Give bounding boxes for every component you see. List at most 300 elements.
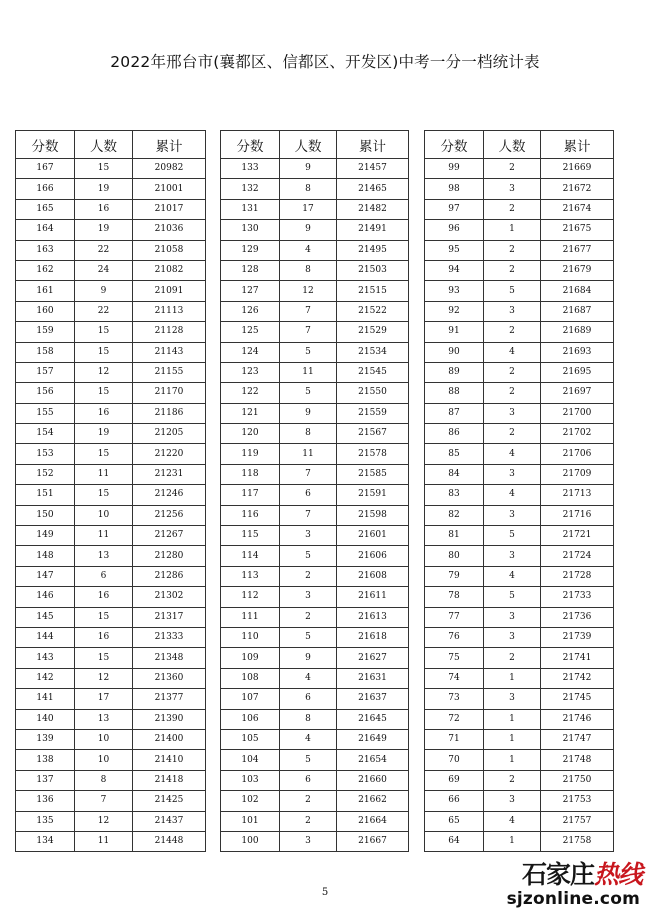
- count-cell: 5: [280, 546, 337, 566]
- cumulative-cell: 21728: [541, 566, 614, 586]
- score-cell: 166: [16, 179, 75, 199]
- table-row: [221, 627, 409, 647]
- table-row: [221, 240, 409, 260]
- score-cell: 139: [16, 729, 75, 749]
- table-row: [16, 301, 206, 321]
- table-row: [425, 260, 614, 280]
- count-cell: 11: [75, 464, 133, 484]
- count-cell: 4: [280, 668, 337, 688]
- count-cell: 2: [484, 199, 541, 219]
- count-cell: 2: [484, 159, 541, 179]
- table-row: [221, 607, 409, 627]
- count-cell: 22: [75, 301, 133, 321]
- count-cell: 11: [75, 526, 133, 546]
- table-row: [221, 729, 409, 749]
- cumulative-cell: 21674: [541, 199, 614, 219]
- header-score: 分数: [16, 131, 75, 159]
- cumulative-cell: 21418: [133, 770, 206, 790]
- count-cell: 9: [280, 403, 337, 423]
- score-cell: 140: [16, 709, 75, 729]
- score-cell: 158: [16, 342, 75, 362]
- count-cell: 13: [75, 546, 133, 566]
- score-cell: 74: [425, 668, 484, 688]
- table-row: [425, 831, 614, 851]
- count-cell: 5: [280, 627, 337, 647]
- count-cell: 1: [484, 831, 541, 851]
- score-cell: 133: [221, 159, 280, 179]
- table-row: [221, 301, 409, 321]
- table-row: [221, 750, 409, 770]
- cumulative-cell: 21669: [541, 159, 614, 179]
- cumulative-cell: 21724: [541, 546, 614, 566]
- table-row: [425, 811, 614, 831]
- count-cell: 5: [484, 526, 541, 546]
- cumulative-cell: 21757: [541, 811, 614, 831]
- cumulative-cell: 21606: [337, 546, 409, 566]
- header-cumulative: 累计: [337, 131, 409, 159]
- cumulative-cell: 21716: [541, 505, 614, 525]
- count-cell: 3: [484, 791, 541, 811]
- table-row: [16, 342, 206, 362]
- count-cell: 17: [75, 689, 133, 709]
- cumulative-cell: 21664: [337, 811, 409, 831]
- score-cell: 92: [425, 301, 484, 321]
- count-cell: 3: [280, 587, 337, 607]
- cumulative-cell: 21631: [337, 668, 409, 688]
- score-cell: 156: [16, 383, 75, 403]
- cumulative-cell: 21611: [337, 587, 409, 607]
- score-cell: 97: [425, 199, 484, 219]
- score-cell: 84: [425, 464, 484, 484]
- score-cell: 129: [221, 240, 280, 260]
- score-cell: 118: [221, 464, 280, 484]
- table-row: [221, 811, 409, 831]
- page-number: 5: [321, 887, 329, 898]
- cumulative-cell: 21608: [337, 566, 409, 586]
- score-cell: 114: [221, 546, 280, 566]
- score-cell: 70: [425, 750, 484, 770]
- count-cell: 15: [75, 444, 133, 464]
- count-cell: 8: [280, 260, 337, 280]
- cumulative-cell: 21017: [133, 199, 206, 219]
- table-row: [425, 607, 614, 627]
- score-cell: 136: [16, 791, 75, 811]
- table-row: [425, 179, 614, 199]
- score-cell: 150: [16, 505, 75, 525]
- count-cell: 10: [75, 505, 133, 525]
- cumulative-cell: 21170: [133, 383, 206, 403]
- score-cell: 73: [425, 689, 484, 709]
- count-cell: 2: [484, 424, 541, 444]
- table-row: [425, 668, 614, 688]
- score-cell: 95: [425, 240, 484, 260]
- score-cell: 155: [16, 403, 75, 423]
- cumulative-cell: 21741: [541, 648, 614, 668]
- table-row: [16, 709, 206, 729]
- count-cell: 11: [280, 444, 337, 464]
- count-cell: 8: [75, 770, 133, 790]
- count-cell: 5: [280, 383, 337, 403]
- count-cell: 3: [484, 607, 541, 627]
- score-cell: 109: [221, 648, 280, 668]
- page-title: 2022年邢台市(襄都区、信都区、开发区)中考一分一档统计表: [110, 53, 540, 71]
- score-cell: 142: [16, 668, 75, 688]
- cumulative-cell: 21746: [541, 709, 614, 729]
- table-row: [16, 627, 206, 647]
- score-cell: 161: [16, 281, 75, 301]
- cumulative-cell: 21637: [337, 689, 409, 709]
- count-cell: 15: [75, 485, 133, 505]
- count-cell: 1: [484, 729, 541, 749]
- score-cell: 76: [425, 627, 484, 647]
- table-row: [425, 770, 614, 790]
- score-cell: 87: [425, 403, 484, 423]
- cumulative-cell: 21667: [337, 831, 409, 851]
- count-cell: 11: [75, 831, 133, 851]
- count-cell: 12: [75, 668, 133, 688]
- cumulative-cell: 21437: [133, 811, 206, 831]
- cumulative-cell: 21736: [541, 607, 614, 627]
- header-cumulative: 累计: [133, 131, 206, 159]
- score-cell: 167: [16, 159, 75, 179]
- cumulative-cell: 21545: [337, 362, 409, 382]
- cumulative-cell: 21733: [541, 587, 614, 607]
- cumulative-cell: 21529: [337, 322, 409, 342]
- cumulative-cell: 21702: [541, 424, 614, 444]
- score-cell: 135: [16, 811, 75, 831]
- cumulative-cell: 21036: [133, 220, 206, 240]
- table-row: [16, 750, 206, 770]
- table-row: [221, 424, 409, 444]
- table-row: [16, 199, 206, 219]
- cumulative-cell: 21457: [337, 159, 409, 179]
- score-cell: 160: [16, 301, 75, 321]
- score-cell: 119: [221, 444, 280, 464]
- count-cell: 16: [75, 199, 133, 219]
- count-cell: 10: [75, 729, 133, 749]
- count-cell: 3: [484, 627, 541, 647]
- cumulative-cell: 21684: [541, 281, 614, 301]
- cumulative-cell: 21693: [541, 342, 614, 362]
- table-row: [425, 424, 614, 444]
- table-row: [221, 444, 409, 464]
- cumulative-cell: 21360: [133, 668, 206, 688]
- cumulative-cell: 21522: [337, 301, 409, 321]
- cumulative-cell: 21495: [337, 240, 409, 260]
- count-cell: 8: [280, 709, 337, 729]
- score-cell: 107: [221, 689, 280, 709]
- score-cell: 132: [221, 179, 280, 199]
- count-cell: 4: [280, 729, 337, 749]
- score-cell: 145: [16, 607, 75, 627]
- score-cell: 102: [221, 791, 280, 811]
- count-cell: 10: [75, 750, 133, 770]
- count-cell: 8: [280, 179, 337, 199]
- cumulative-cell: 21706: [541, 444, 614, 464]
- score-cell: 79: [425, 566, 484, 586]
- count-cell: 13: [75, 709, 133, 729]
- score-cell: 154: [16, 424, 75, 444]
- table-row: [221, 526, 409, 546]
- cumulative-cell: 21058: [133, 240, 206, 260]
- table-row: [16, 179, 206, 199]
- score-cell: 149: [16, 526, 75, 546]
- count-cell: 2: [280, 607, 337, 627]
- score-cell: 85: [425, 444, 484, 464]
- cumulative-cell: 21660: [337, 770, 409, 790]
- score-cell: 127: [221, 281, 280, 301]
- score-cell: 110: [221, 627, 280, 647]
- cumulative-cell: 21082: [133, 260, 206, 280]
- count-cell: 5: [280, 750, 337, 770]
- cumulative-cell: 21585: [337, 464, 409, 484]
- score-cell: 100: [221, 831, 280, 851]
- count-cell: 3: [280, 831, 337, 851]
- header-count: 人数: [280, 131, 337, 159]
- score-cell: 116: [221, 505, 280, 525]
- count-cell: 8: [280, 424, 337, 444]
- watermark-brand-red: 热线: [593, 860, 642, 889]
- count-cell: 9: [280, 159, 337, 179]
- table-row: [16, 791, 206, 811]
- table-row: [221, 322, 409, 342]
- table-row: [221, 770, 409, 790]
- table-row: [221, 199, 409, 219]
- cumulative-cell: 21128: [133, 322, 206, 342]
- count-cell: 6: [280, 689, 337, 709]
- score-cell: 99: [425, 159, 484, 179]
- cumulative-cell: 21700: [541, 403, 614, 423]
- score-cell: 106: [221, 709, 280, 729]
- cumulative-cell: 21410: [133, 750, 206, 770]
- count-cell: 15: [75, 322, 133, 342]
- table-row: [16, 260, 206, 280]
- count-cell: 3: [280, 526, 337, 546]
- cumulative-cell: 21280: [133, 546, 206, 566]
- table-row: [425, 301, 614, 321]
- table-row: [16, 526, 206, 546]
- count-cell: 17: [280, 199, 337, 219]
- score-cell: 147: [16, 566, 75, 586]
- count-cell: 19: [75, 220, 133, 240]
- cumulative-cell: 21618: [337, 627, 409, 647]
- table-row: [221, 403, 409, 423]
- table-row: [221, 668, 409, 688]
- count-cell: 2: [280, 791, 337, 811]
- cumulative-cell: 21425: [133, 791, 206, 811]
- table-row: [425, 587, 614, 607]
- table-row: [425, 403, 614, 423]
- count-cell: 15: [75, 607, 133, 627]
- table-row: [425, 281, 614, 301]
- cumulative-cell: 21559: [337, 403, 409, 423]
- count-cell: 2: [484, 770, 541, 790]
- table-row: [16, 444, 206, 464]
- table-row: [16, 403, 206, 423]
- table-row: [221, 281, 409, 301]
- table-row: [425, 362, 614, 382]
- cumulative-cell: 21286: [133, 566, 206, 586]
- table-row: [425, 648, 614, 668]
- score-cell: 104: [221, 750, 280, 770]
- table-header-row: [221, 131, 409, 159]
- cumulative-cell: 21709: [541, 464, 614, 484]
- score-cell: 112: [221, 587, 280, 607]
- count-cell: 7: [280, 505, 337, 525]
- score-table-2: [220, 130, 409, 852]
- score-cell: 159: [16, 322, 75, 342]
- table-row: [221, 342, 409, 362]
- count-cell: 4: [484, 485, 541, 505]
- table-row: [221, 791, 409, 811]
- count-cell: 6: [75, 566, 133, 586]
- table-row: [425, 444, 614, 464]
- watermark-brand-black: 石家庄: [521, 860, 594, 889]
- cumulative-cell: 21503: [337, 260, 409, 280]
- count-cell: 11: [280, 362, 337, 382]
- score-cell: 91: [425, 322, 484, 342]
- header-count: 人数: [75, 131, 133, 159]
- score-table-1: [15, 130, 206, 852]
- cumulative-cell: 21591: [337, 485, 409, 505]
- count-cell: 4: [484, 566, 541, 586]
- cumulative-cell: 21567: [337, 424, 409, 444]
- score-cell: 81: [425, 526, 484, 546]
- count-cell: 3: [484, 301, 541, 321]
- count-cell: 5: [484, 281, 541, 301]
- table-row: [16, 770, 206, 790]
- score-cell: 126: [221, 301, 280, 321]
- table-row: [16, 607, 206, 627]
- score-cell: 88: [425, 383, 484, 403]
- table-row: [425, 627, 614, 647]
- table-row: [221, 220, 409, 240]
- score-cell: 148: [16, 546, 75, 566]
- table-row: [221, 383, 409, 403]
- table-row: [425, 220, 614, 240]
- cumulative-cell: 21256: [133, 505, 206, 525]
- table-row: [16, 831, 206, 851]
- cumulative-cell: 21465: [337, 179, 409, 199]
- count-cell: 3: [484, 179, 541, 199]
- score-cell: 103: [221, 770, 280, 790]
- score-cell: 137: [16, 770, 75, 790]
- cumulative-cell: 21377: [133, 689, 206, 709]
- score-cell: 138: [16, 750, 75, 770]
- count-cell: 6: [280, 770, 337, 790]
- table-row: [221, 689, 409, 709]
- count-cell: 4: [484, 811, 541, 831]
- score-cell: 75: [425, 648, 484, 668]
- count-cell: 9: [280, 220, 337, 240]
- score-cell: 153: [16, 444, 75, 464]
- cumulative-cell: 21689: [541, 322, 614, 342]
- score-cell: 121: [221, 403, 280, 423]
- table-row: [16, 159, 206, 179]
- score-cell: 72: [425, 709, 484, 729]
- table-row: [425, 791, 614, 811]
- score-cell: 86: [425, 424, 484, 444]
- count-cell: 7: [75, 791, 133, 811]
- score-cell: 163: [16, 240, 75, 260]
- score-cell: 113: [221, 566, 280, 586]
- table-row: [16, 505, 206, 525]
- score-cell: 96: [425, 220, 484, 240]
- count-cell: 3: [484, 689, 541, 709]
- score-cell: 108: [221, 668, 280, 688]
- cumulative-cell: 21113: [133, 301, 206, 321]
- count-cell: 5: [484, 587, 541, 607]
- count-cell: 16: [75, 587, 133, 607]
- score-cell: 94: [425, 260, 484, 280]
- score-cell: 65: [425, 811, 484, 831]
- table-row: [425, 464, 614, 484]
- score-cell: 78: [425, 587, 484, 607]
- cumulative-cell: 20982: [133, 159, 206, 179]
- count-cell: 12: [75, 811, 133, 831]
- score-cell: 90: [425, 342, 484, 362]
- count-cell: 9: [280, 648, 337, 668]
- count-cell: 3: [484, 403, 541, 423]
- cumulative-cell: 21598: [337, 505, 409, 525]
- cumulative-cell: 21748: [541, 750, 614, 770]
- cumulative-cell: 21267: [133, 526, 206, 546]
- score-cell: 152: [16, 464, 75, 484]
- score-table-3: [424, 130, 614, 852]
- cumulative-cell: 21713: [541, 485, 614, 505]
- cumulative-cell: 21695: [541, 362, 614, 382]
- table-row: [425, 546, 614, 566]
- watermark-url: sjzonline.com: [506, 889, 640, 909]
- table-header-row: [16, 131, 206, 159]
- table-row: [16, 464, 206, 484]
- table-row: [221, 464, 409, 484]
- count-cell: 3: [484, 505, 541, 525]
- cumulative-cell: 21613: [337, 607, 409, 627]
- table-row: [221, 485, 409, 505]
- score-cell: 111: [221, 607, 280, 627]
- table-row: [16, 668, 206, 688]
- table-row: [16, 648, 206, 668]
- cumulative-cell: 21742: [541, 668, 614, 688]
- table-row: [221, 831, 409, 851]
- score-cell: 123: [221, 362, 280, 382]
- table-row: [16, 281, 206, 301]
- table-row: [221, 260, 409, 280]
- cumulative-cell: 21186: [133, 403, 206, 423]
- score-cell: 125: [221, 322, 280, 342]
- count-cell: 1: [484, 750, 541, 770]
- cumulative-cell: 21679: [541, 260, 614, 280]
- score-cell: 141: [16, 689, 75, 709]
- count-cell: 7: [280, 301, 337, 321]
- count-cell: 15: [75, 648, 133, 668]
- score-cell: 64: [425, 831, 484, 851]
- cumulative-cell: 21739: [541, 627, 614, 647]
- table-row: [16, 566, 206, 586]
- table-row: [16, 689, 206, 709]
- score-cell: 93: [425, 281, 484, 301]
- table-row: [221, 505, 409, 525]
- count-cell: 15: [75, 159, 133, 179]
- table-row: [425, 709, 614, 729]
- count-cell: 7: [280, 464, 337, 484]
- count-cell: 2: [484, 260, 541, 280]
- table-row: [221, 362, 409, 382]
- cumulative-cell: 21448: [133, 831, 206, 851]
- score-cell: 146: [16, 587, 75, 607]
- count-cell: 2: [280, 566, 337, 586]
